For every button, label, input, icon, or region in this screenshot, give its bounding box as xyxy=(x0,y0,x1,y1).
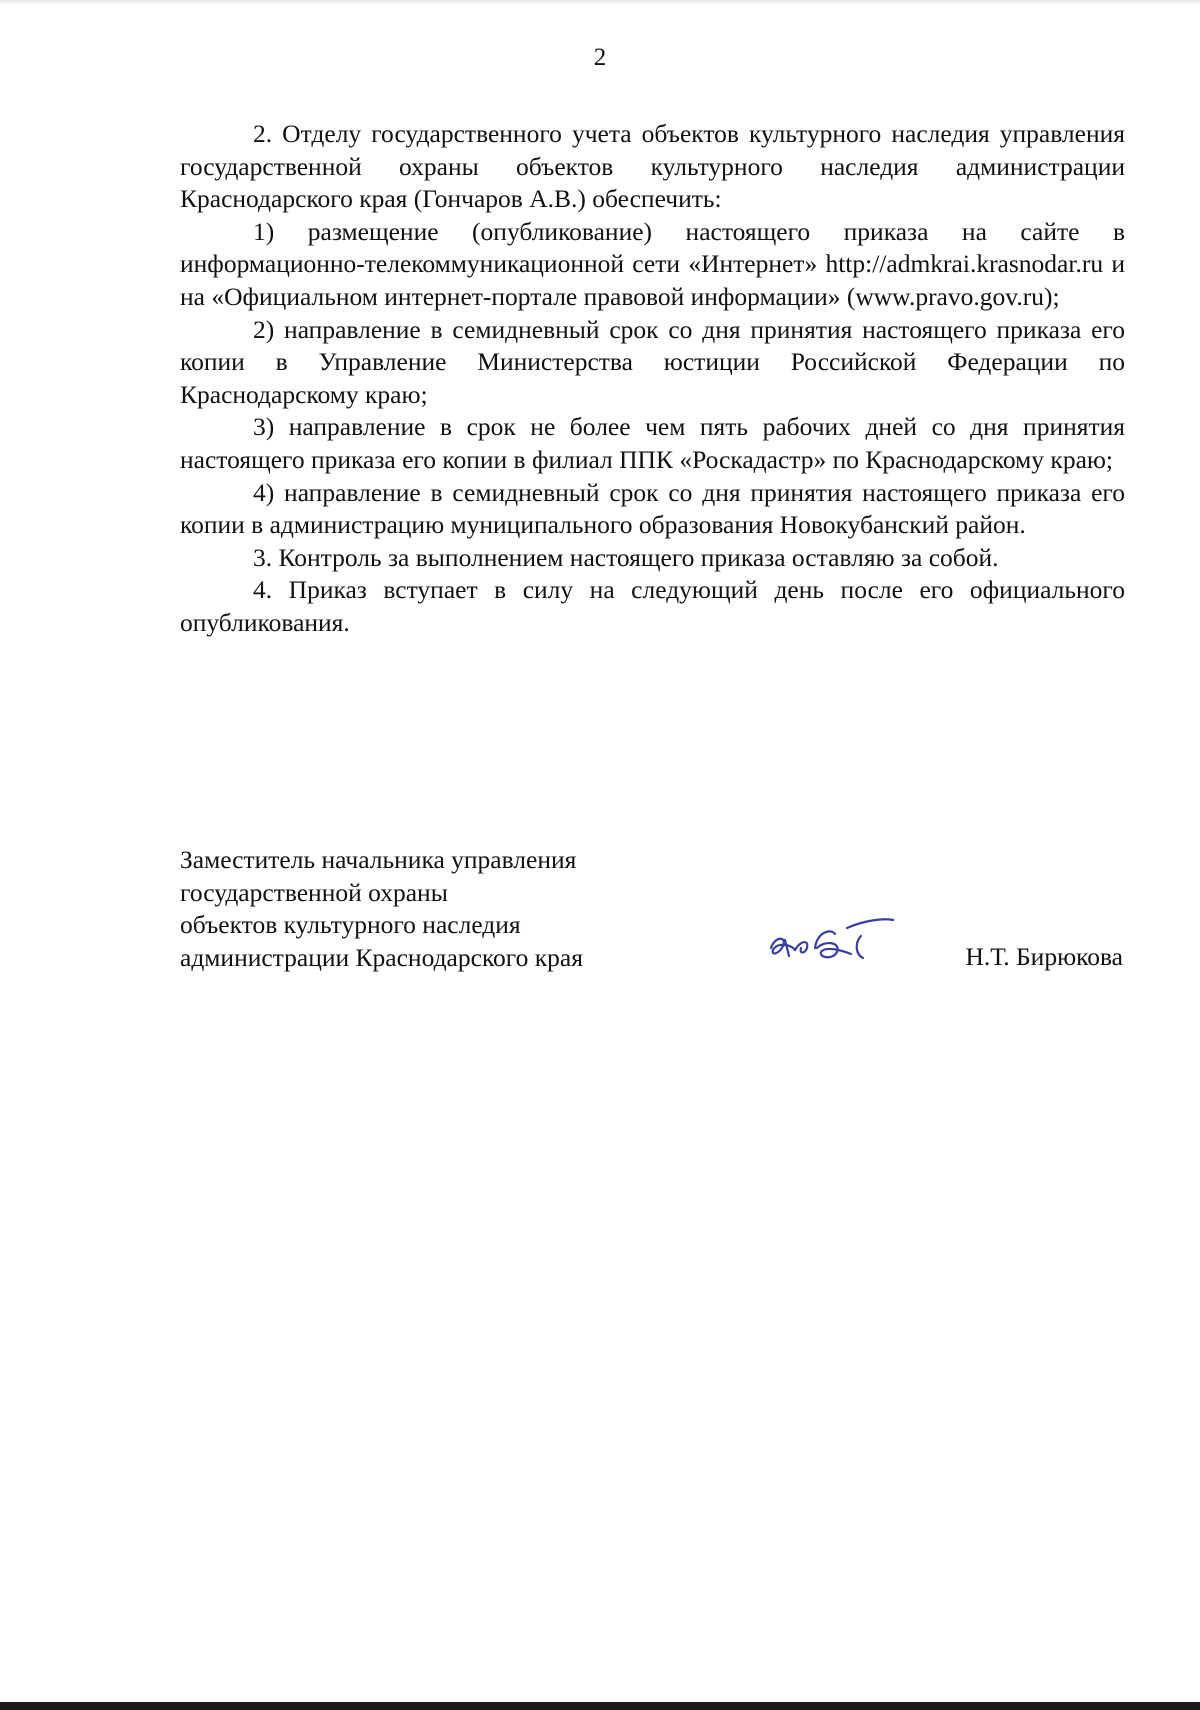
paragraph-3: 3. Контроль за выполнением настоящего приказа оставляю за собой. xyxy=(253,542,999,572)
signature-block xyxy=(180,844,1125,984)
signer-name: Н.Т. Бирюкова xyxy=(965,942,1123,971)
signer-position-line: объектов культурного наследия xyxy=(180,910,521,940)
paragraph-2-item-1: 1) размещение (опубликование) настоящего приказа на сайте в информационно-телекоммуникационной сети «Интернет» http://admkrai.krasnodar.ru и на «Официальном интернет-портале правовой информации» (www.pravo.gov.ru); xyxy=(180,216,1125,311)
paragraph-2-item-4: 4) направление в семидневный срок со дня принятия настоящего приказа его копии в администрацию муниципального образования Новокубанский район. xyxy=(180,477,1125,540)
paragraph-2: 2. Отделу государственного учета объектов культурного наследия управления государственной охраны объектов культурного наследия администрации Краснодарского края (Гончаров А.В.) обеспечить: xyxy=(180,119,1125,214)
document-body xyxy=(180,118,1125,640)
scan-top-edge xyxy=(0,0,1200,6)
signer-position-line: государственной охраны xyxy=(180,877,448,907)
signer-position-line: Заместитель начальника управления xyxy=(180,845,577,874)
signer-position-line: администрации Краснодарского края xyxy=(180,942,583,972)
signer-position xyxy=(180,844,660,974)
paragraph-4: 4. Приказ вступает в силу на следующий день после его официального опубликования. xyxy=(180,575,1125,637)
page-number: 2 xyxy=(593,44,607,71)
handwritten-signature xyxy=(765,914,895,969)
paragraph-2-item-2: 2) направление в семидневный срок со дня принятия настоящего приказа его копии в Управление Министерства юстиции Российской Федерации по Краснодарскому краю; xyxy=(180,314,1125,409)
paragraph-2-item-3: 3) направление в срок не более чем пять рабочих дней со дня принятия настоящего приказа его копии в филиал ППК «Роскадастр» по Краснодарскому краю; xyxy=(180,412,1125,474)
scan-bottom-edge xyxy=(0,1702,1200,1710)
